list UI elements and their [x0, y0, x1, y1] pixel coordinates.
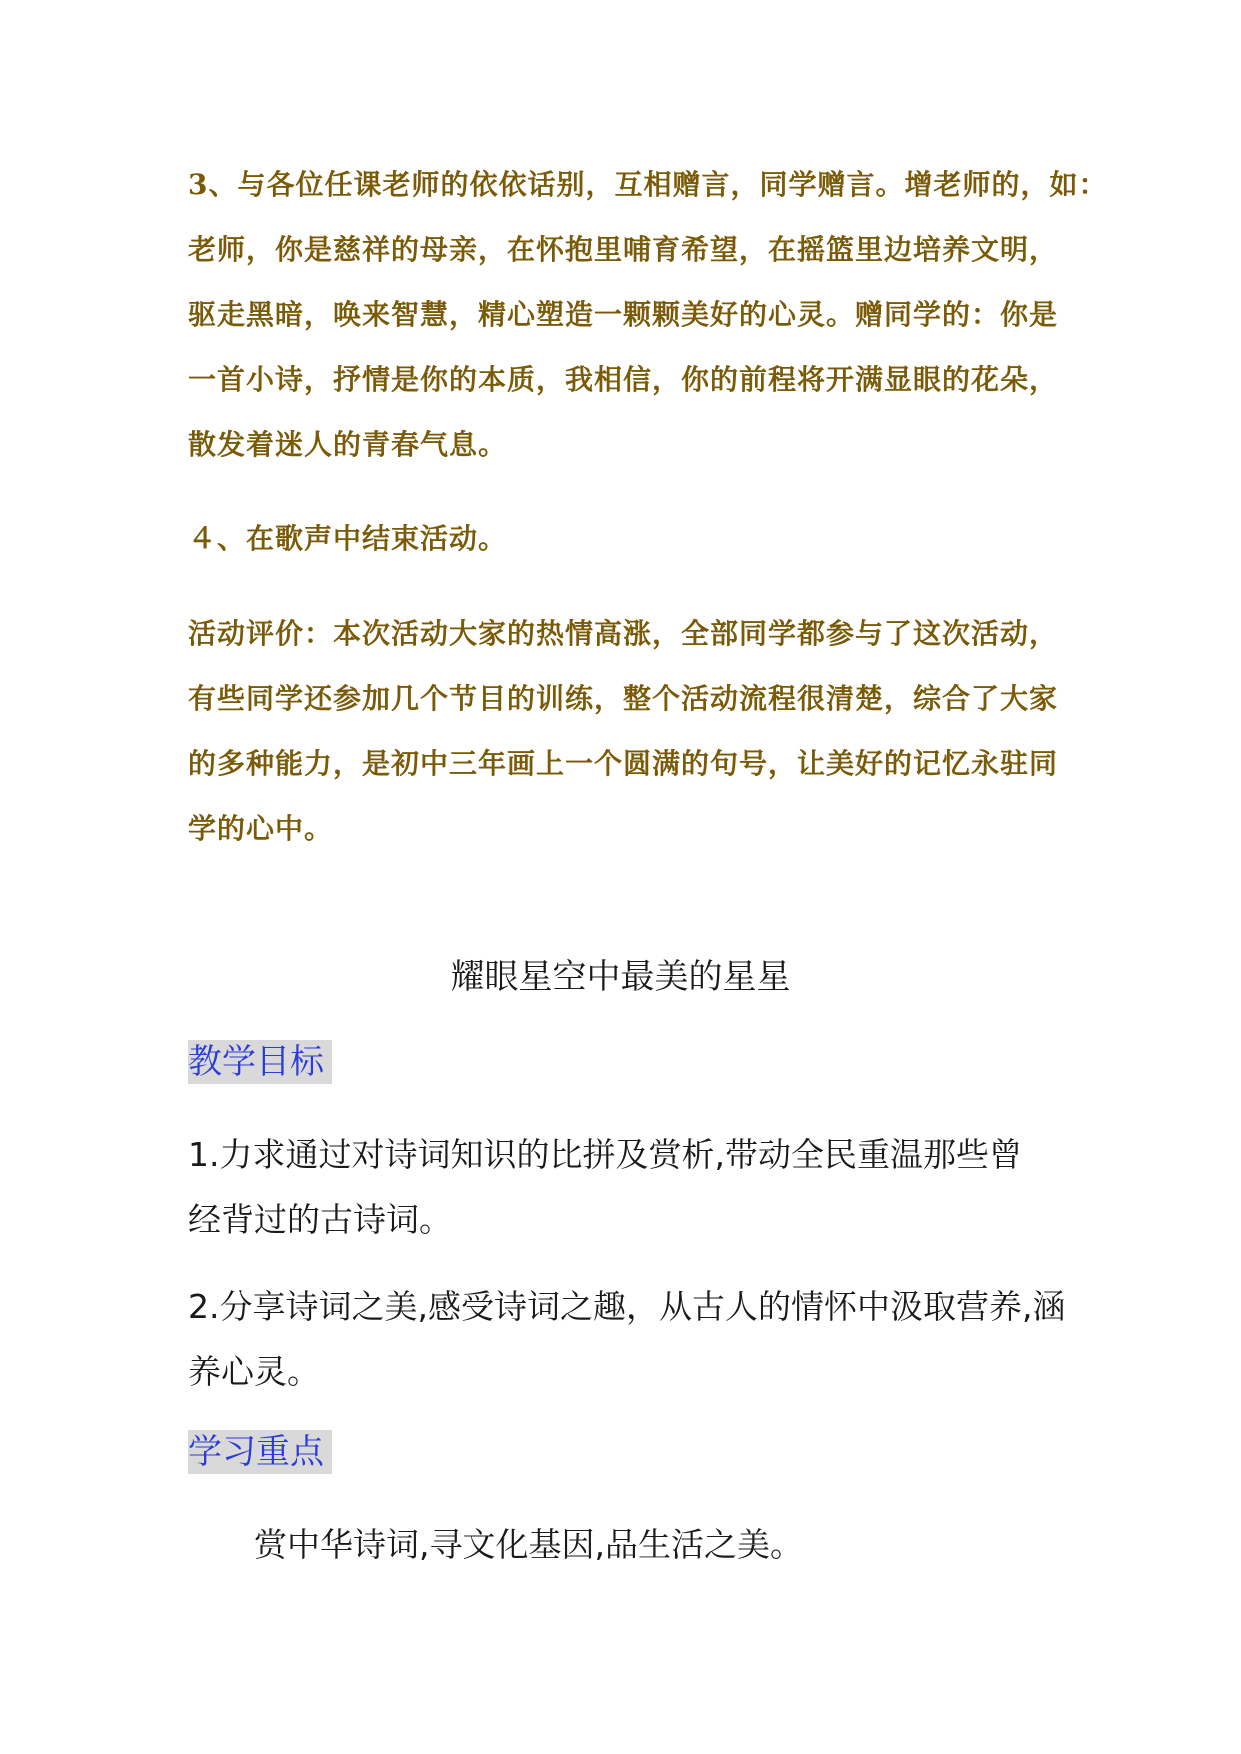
objective-2-line: 2.分享诗词之美,感受诗词之趣，从古人的情怀中汲取营养,涵 — [188, 1287, 1066, 1326]
objective-2-line: 养心灵。 — [188, 1352, 320, 1391]
objective-1-line: 经背过的古诗词。 — [188, 1200, 452, 1239]
focus-paragraph — [254, 1512, 1134, 1577]
focus-line: 赏中华诗词,寻文化基因,品生活之美。 — [254, 1525, 803, 1564]
focus-heading: 学习重点 — [188, 1430, 332, 1474]
section-3-line: 一首小诗，抒情是你的本质，我相信，你的前程将开满显眼的花朵， — [188, 363, 1059, 396]
evaluation-paragraph — [188, 601, 1068, 861]
evaluation-line: 的多种能力，是初中三年画上一个圆满的句号，让美好的记忆永驻同 — [188, 747, 1059, 780]
evaluation-line: 活动评价：本次活动大家的热情高涨，全部同学都参与了这次活动， — [188, 617, 1059, 650]
objective-1-paragraph — [188, 1122, 1068, 1252]
evaluation-line: 有些同学还参加几个节目的训练，整个活动流程很清楚，综合了大家 — [188, 682, 1059, 715]
section-3-line: 散发着迷人的青春气息。 — [188, 428, 508, 461]
objectives-heading: 教学目标 — [188, 1040, 332, 1084]
objective-1-line: 1.力求通过对诗词知识的比拼及赏析,带动全民重温那些曾 — [188, 1135, 1022, 1174]
section-4-paragraph — [188, 506, 1068, 571]
section-3-line: 3、与各位任课老师的依依话别，互相赠言，同学赠言。增老师的，如： — [188, 168, 1108, 201]
section-3-line: 驱走黑暗，唤来智慧，精心塑造一颗颗美好的心灵。赠同学的：你是 — [188, 298, 1059, 331]
section-4-line: ４、在歌声中结束活动。 — [188, 522, 508, 555]
section-3-paragraph — [188, 152, 1108, 477]
objective-2-paragraph — [188, 1274, 1068, 1404]
evaluation-line: 学的心中。 — [188, 812, 334, 845]
section-3-line: 老师，你是慈祥的母亲，在怀抱里哺育希望，在摇篮里边培养文明， — [188, 233, 1059, 266]
lesson-title: 耀眼星空中最美的星星 — [450, 957, 791, 997]
